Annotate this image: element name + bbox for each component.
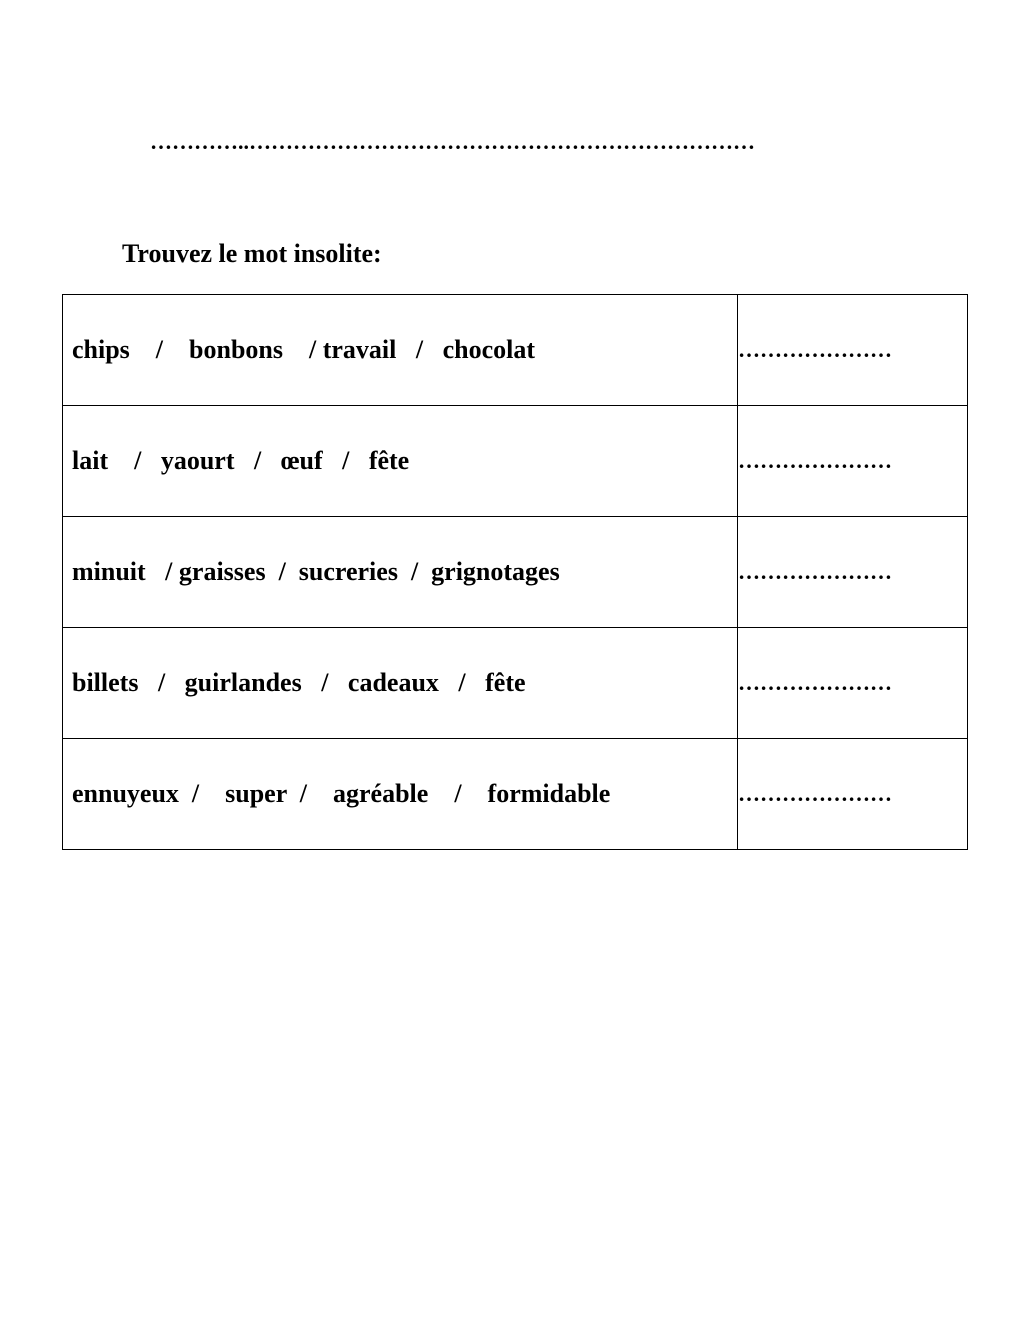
answer-blank[interactable]: …………………: [738, 295, 968, 406]
table-row: [63, 517, 968, 628]
word-list-cell: [63, 406, 738, 517]
word-list-cell: [63, 739, 738, 850]
word-list-cell: [63, 517, 738, 628]
word-list: billets / guirlandes / cadeaux / fête: [72, 668, 526, 697]
table-row: [63, 406, 968, 517]
word-list: lait / yaourt / œuf / fête: [72, 446, 410, 475]
odd-word-table: [62, 294, 968, 850]
answer-blank[interactable]: …………………: [738, 628, 968, 739]
word-list-cell: [63, 628, 738, 739]
answer-blank[interactable]: …………………: [738, 517, 968, 628]
word-list: ennuyeux / super / agréable / formidable: [72, 779, 611, 808]
table-row: [63, 739, 968, 850]
answer-blank[interactable]: …………………: [738, 739, 968, 850]
word-list: chips / bonbons / travail / chocolat: [72, 335, 535, 364]
answer-blank[interactable]: …………………: [738, 406, 968, 517]
word-list-cell: [63, 295, 738, 406]
word-list: minuit / graisses / sucreries / grignotages: [72, 557, 560, 586]
table-row: [63, 295, 968, 406]
title-blank-line: …………..……………………………………………………………: [150, 129, 755, 154]
table-row: [63, 628, 968, 739]
instruction-text: Trouvez le mot insolite:: [122, 239, 382, 268]
